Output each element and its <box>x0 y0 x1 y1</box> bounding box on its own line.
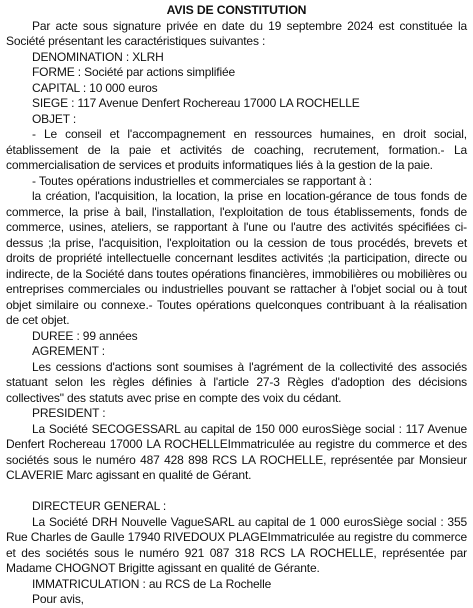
duree-line: DUREE : 99 années <box>32 328 138 343</box>
objet-label: OBJET : <box>32 111 77 126</box>
intro-paragraph: Par acte sous signature privée en date du 19 septembre 2024 est constituée la Société présentant les caractéristiques suivantes : <box>6 18 467 48</box>
agrement-paragraph: Les cessions d'actions sont soumises à l'agrément de la collectivité des associés statuant selon les règles définies à l'article 27-3 Règles d'adoption des décisions collectives" des statuts avec prise en compte des voix du cédant. <box>6 359 467 405</box>
legal-notice <box>6 3 467 608</box>
president-label: PRESIDENT : <box>32 406 106 420</box>
closing-line: Pour avis, <box>32 592 84 606</box>
directeur-label: DIRECTEUR GENERAL : <box>32 499 167 513</box>
denomination-line: DENOMINATION : XLRH <box>32 49 164 64</box>
objet-paragraph-2-intro: - Toutes opérations industrielles et commerciales se rapportant à : <box>32 173 372 188</box>
president-paragraph: La Société SECOGESSARL au capital de 150 000 eurosSiège social : 117 Avenue Denfert Rochereau 17000 LA ROCHELLEImmatriculée au registre du commerce et des sociétés sous le numéro 487 428 898 RCS LA ROCHELLE, représentée par Monsieur CLAVERIE Marc agissant en qualité de Gérant. <box>6 421 467 482</box>
immatriculation-line: IMMATRICULATION : au RCS de La Rochelle <box>32 576 272 591</box>
forme-line: FORME : Société par actions simplifiée <box>32 65 236 79</box>
directeur-paragraph: La Société DRH Nouvelle VagueSARL au capital de 1 000 eurosSiège social : 355 Rue Charles de Gaulle 17940 RIVEDOUX PLAGEImmatriculée au registre du commerce et des sociétés sous le numéro 921 087 318 RCS LA ROCHELLE, représentée par Madame CHOGNOT Brigitte agissant en qualité de Gérante. <box>6 514 467 575</box>
agrement-label: AGREMENT : <box>32 344 105 358</box>
objet-paragraph-1: - Le conseil et l'accompagnement en ressources humaines, en droit social, établissement de la paie et activités de coaching, recrutement, formation.- La commercialisation de services et produits informatiques liés à la gestion de la paie. <box>6 127 467 172</box>
notice-title: AVIS DE CONSTITUTION <box>166 3 307 17</box>
objet-paragraph-2-body: la création, l'acquisition, la location, la prise en location-gérance de tous fonds de commerce, la prise à bail, l'installation, l'exploitation de tous établissements, fonds de commerce, usines, ateliers, se rapportant à l'une ou l'autre des activités spécifiées ci-dessus ;la prise, l'acquisition, l'exploitation ou la cession de tous procédés, brevets et droits de propriété intellectuelle concernant lesdites activités ;la participation, directe ou indirecte, de la Société dans toutes opérations financières, immobilières ou mobilières ou entreprises commerciales ou industrielles pouvant se rattacher à l'objet social ou à tout objet similaire ou connexe.- Toutes opérations quelconques contribuant à la réalisation de cet objet. <box>6 189 467 327</box>
siege-line: SIEGE : 117 Avenue Denfert Rochereau 17000 LA ROCHELLE <box>32 96 360 110</box>
spacer <box>6 484 467 500</box>
capital-line: CAPITAL : 10 000 euros <box>32 80 158 95</box>
